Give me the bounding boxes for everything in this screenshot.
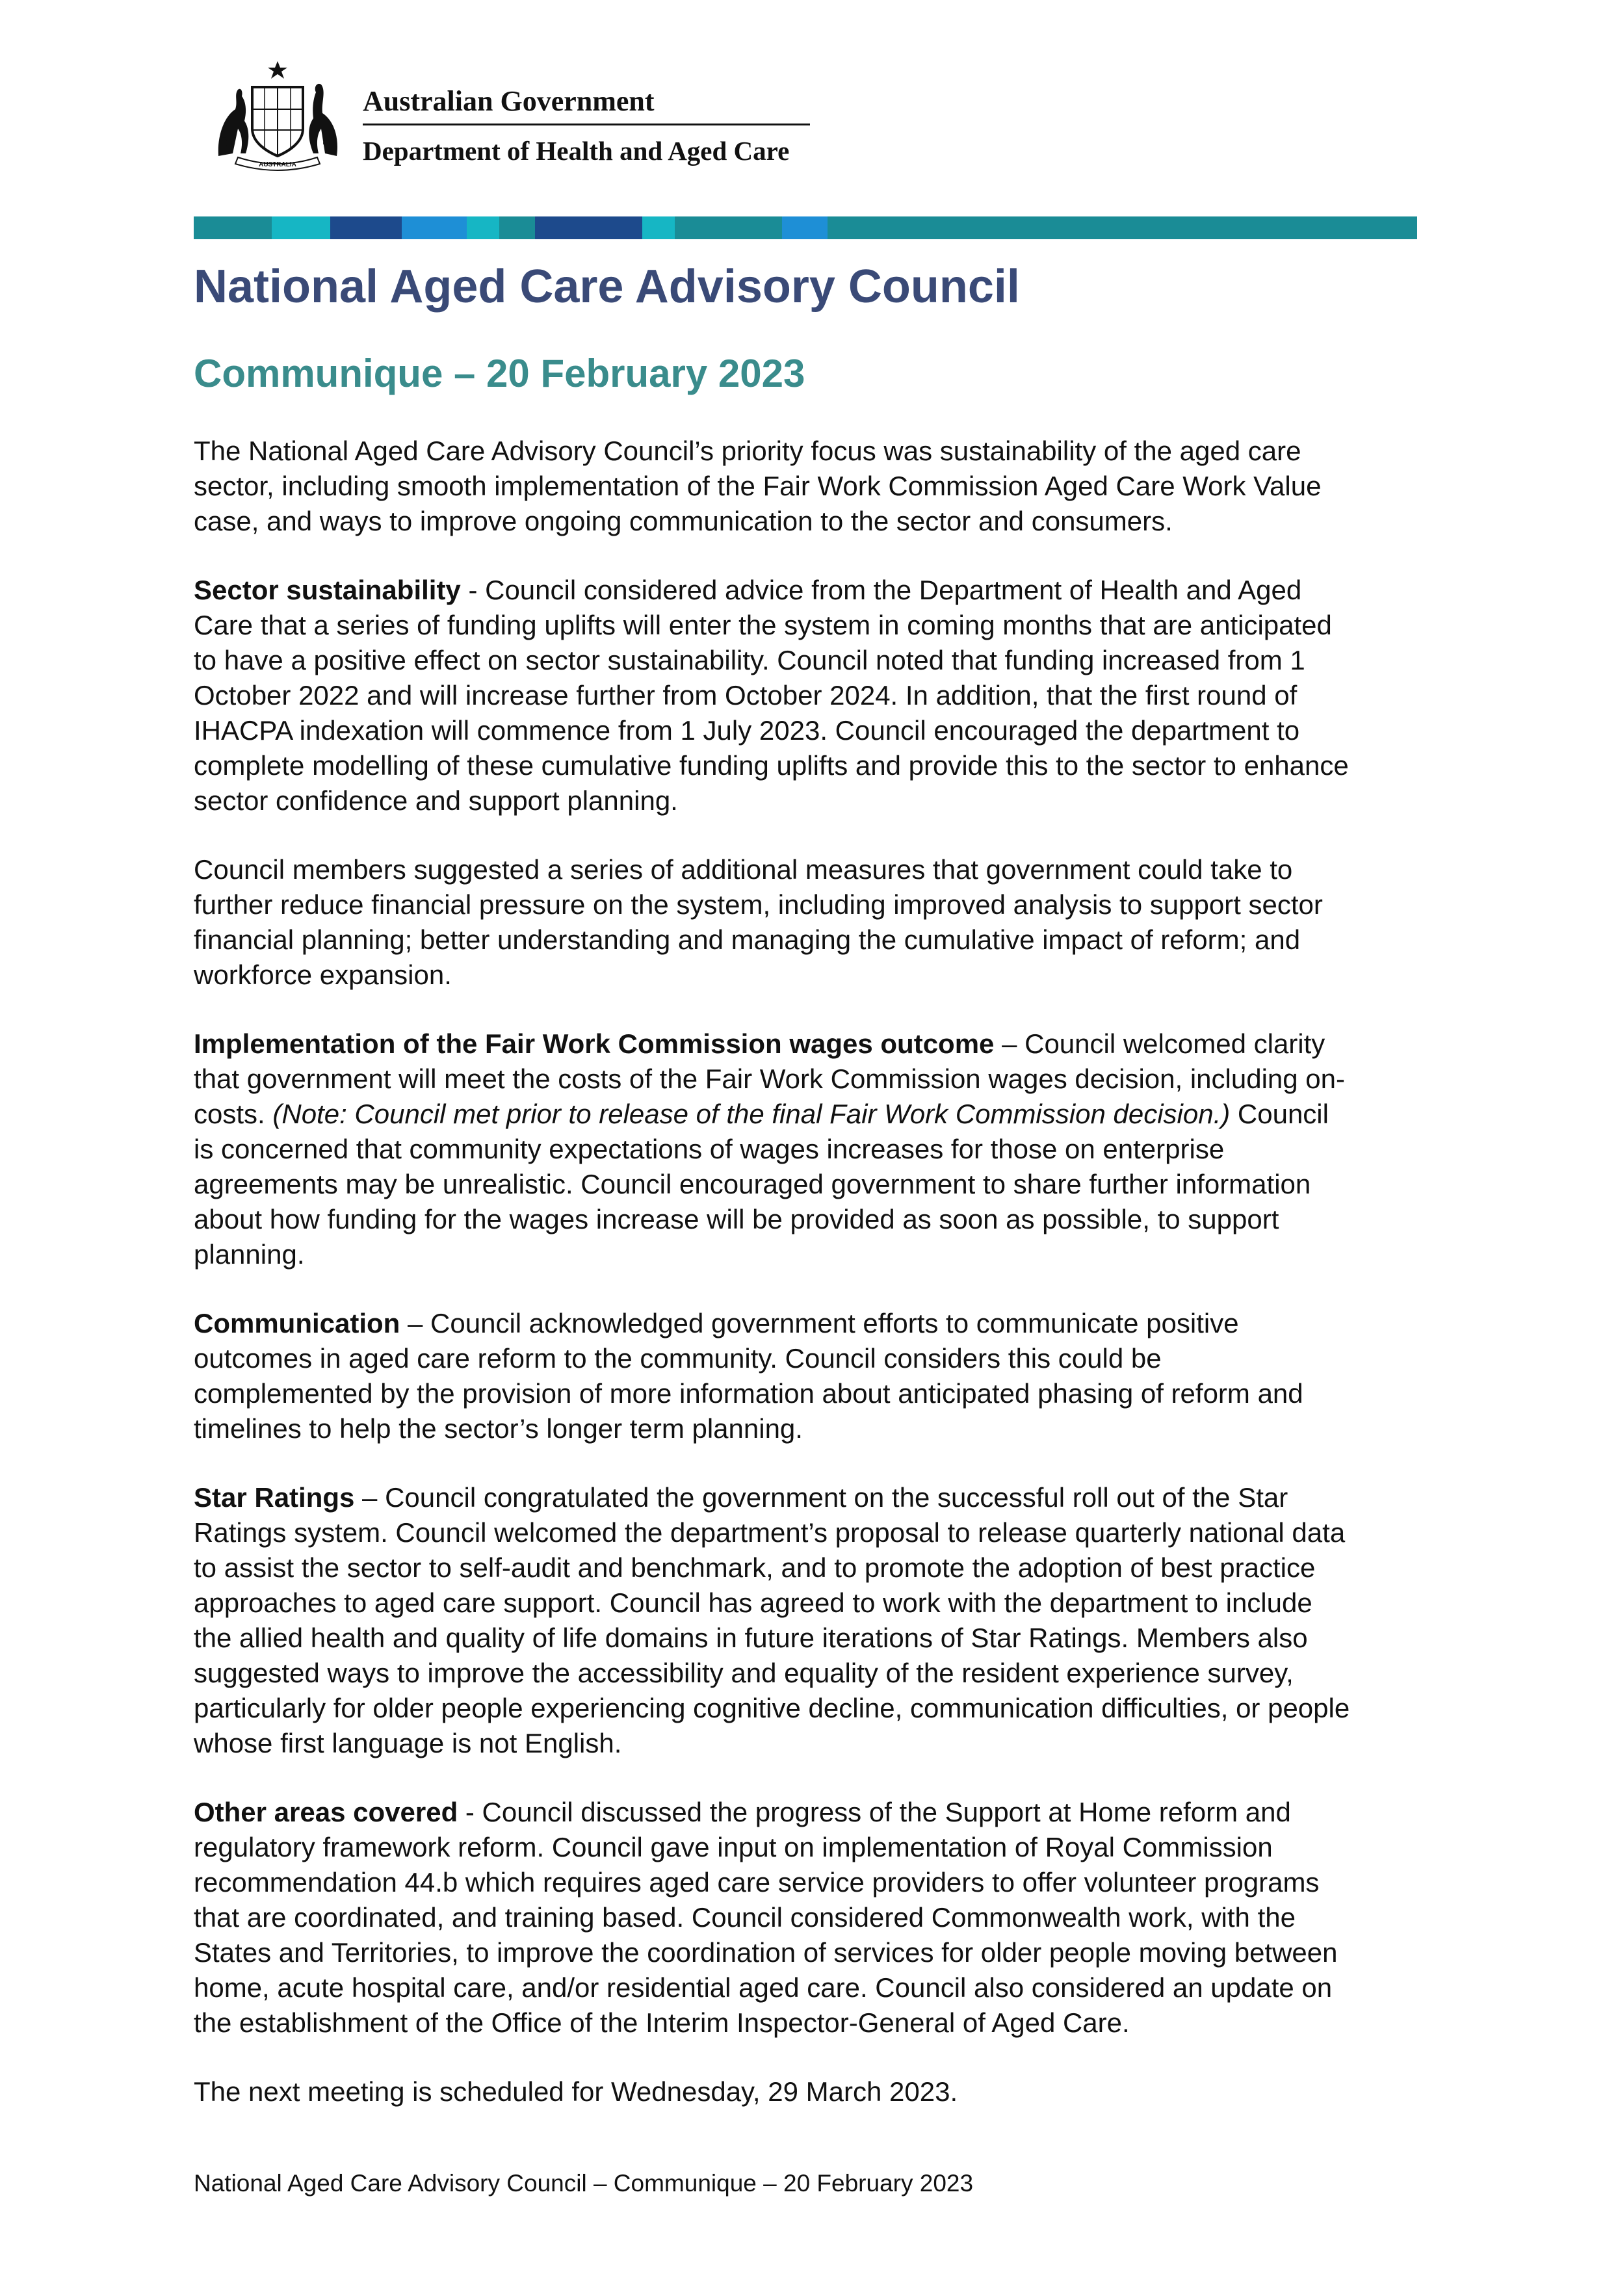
text-line: October 2022 and will increase further from October 2024. In addition, that the first round of (194, 680, 1298, 711)
text-line: States and Territories, to improve the coordination of services for older people moving between (194, 1937, 1338, 1968)
band-segment (675, 216, 782, 239)
document-body (194, 434, 1468, 2143)
section-heading: Implementation of the Fair Work Commission wages outcome (194, 1028, 995, 1059)
coat-of-arms-logo (192, 59, 363, 172)
section-heading: Sector sustainability (194, 575, 461, 605)
text-line: the establishment of the Office of the Interim Inspector-General of Aged Care. (194, 2007, 1130, 2038)
text-line: Care that a series of funding uplifts will enter the system in coming months that are anticipated (194, 610, 1332, 640)
department-name: Department of Health and Aged Care (363, 136, 790, 166)
text-line: to assist the sector to self-audit and benchmark, and to promote the adoption of best practice (194, 1552, 1316, 1583)
band-segment (642, 216, 675, 239)
band-segment (402, 216, 467, 239)
band-segment (467, 216, 499, 239)
text-line: complemented by the provision of more information about anticipated phasing of reform and (194, 1378, 1303, 1409)
text-line: the allied health and quality of life domains in future iterations of Star Ratings. Members also (194, 1623, 1308, 1653)
text-line: complete modelling of these cumulative funding uplifts and provide this to the sector to enhance (194, 750, 1349, 781)
communication-paragraph (194, 1306, 1468, 1446)
text-line: sector, including smooth implementation of the Fair Work Commission Aged Care Work Value (194, 471, 1322, 501)
italic-note: (Note: Council met prior to release of the final Fair Work Commission decision.) (272, 1099, 1231, 1129)
section-heading: Communication (194, 1308, 400, 1338)
text-line: recommendation 44.b which requires aged care service providers to offer volunteer programs (194, 1867, 1320, 1898)
page-title: National Aged Care Advisory Council (194, 261, 1020, 313)
star-ratings-paragraph (194, 1480, 1468, 1761)
text-line: timelines to help the sector’s longer term planning. (194, 1413, 803, 1444)
text-line: Ratings system. Council welcomed the department’s proposal to release quarterly national data (194, 1517, 1346, 1548)
text-line: sector confidence and support planning. (194, 785, 678, 816)
text-line: outcomes in aged care reform to the community. Council considers this could be (194, 1343, 1162, 1374)
header (192, 59, 842, 172)
text-line: planning. (194, 1239, 305, 1270)
other-areas-paragraph (194, 1795, 1468, 2041)
government-name: Australian Government (363, 85, 655, 117)
text-line: - Council considered advice from the Department of Health and Aged (460, 575, 1302, 605)
section-heading: Star Ratings (194, 1482, 355, 1513)
text-line: costs. (194, 1099, 273, 1129)
page-subtitle: Communique – 20 February 2023 (194, 352, 805, 395)
text-line: further reduce financial pressure on the system, including improved analysis to support sector (194, 889, 1323, 920)
text-line: is concerned that community expectations of wages increases for those on enterprise (194, 1134, 1225, 1164)
intro-paragraph (194, 434, 1468, 539)
text-line: financial planning; better understanding and managing the cumulative impact of reform; and (194, 924, 1301, 955)
page-footer: National Aged Care Advisory Council – Communique – 20 February 2023 (194, 2170, 974, 2197)
band-segment (272, 216, 330, 239)
text-line: approaches to aged care support. Council has agreed to work with the department to include (194, 1587, 1312, 1618)
text-line: to have a positive effect on sector sustainability. Council noted that funding increased from 1 (194, 645, 1305, 675)
text-line: about how funding for the wages increase will be provided as soon as possible, to support (194, 1204, 1279, 1234)
text-line: that are coordinated, and training based. Council considered Commonwealth work, with the (194, 1902, 1296, 1933)
text-line: The next meeting is scheduled for Wednesday, 29 March 2023. (194, 2076, 958, 2107)
text-line: suggested ways to improve the accessibility and equality of the resident experience survey, (194, 1658, 1294, 1688)
band-segment (535, 216, 642, 239)
band-segment (499, 216, 535, 239)
text-line: Council members suggested a series of additional measures that government could take to (194, 854, 1293, 885)
crest-scroll-text: AUSTRALIA (259, 161, 296, 168)
text-line: workforce expansion. (194, 959, 452, 990)
band-segment (194, 216, 272, 239)
text-line: regulatory framework reform. Council gave input on implementation of Royal Commission (194, 1832, 1273, 1862)
band-segment (782, 216, 828, 239)
next-meeting-paragraph (194, 2074, 1468, 2109)
text-line: IHACPA indexation will commence from 1 July 2023. Council encouraged the department to (194, 715, 1300, 746)
text-line: whose first language is not English. (194, 1728, 622, 1758)
text-line: that government will meet the costs of the Fair Work Commission wages decision, including on- (194, 1063, 1345, 1094)
text-line: – Council acknowledged government efforts to communicate positive (400, 1308, 1239, 1338)
color-band (194, 216, 1417, 239)
fair-work-paragraph (194, 1026, 1468, 1272)
section-heading: Other areas covered (194, 1797, 458, 1827)
band-segment (330, 216, 402, 239)
text-line: particularly for older people experiencing cognitive decline, communication difficulties, or people (194, 1693, 1350, 1723)
text-line: case, and ways to improve ongoing communication to the sector and consumers. (194, 506, 1173, 536)
header-divider (363, 124, 810, 125)
text-line: – Council congratulated the government on the successful roll out of the Star (354, 1482, 1288, 1513)
text-line: The National Aged Care Advisory Council’s priority focus was sustainability of the aged care (194, 436, 1301, 466)
band-segment (828, 216, 1417, 239)
text-line: home, acute hospital care, and/or residential aged care. Council also considered an update on (194, 1972, 1333, 2003)
text-line: - Council discussed the progress of the Support at Home reform and (458, 1797, 1291, 1827)
text-line: Council (1230, 1099, 1329, 1129)
text-line: – Council welcomed clarity (994, 1028, 1325, 1059)
additional-measures-paragraph (194, 852, 1468, 993)
text-line: agreements may be unrealistic. Council encouraged government to share further information (194, 1169, 1311, 1199)
sector-sustainability-paragraph (194, 573, 1468, 818)
